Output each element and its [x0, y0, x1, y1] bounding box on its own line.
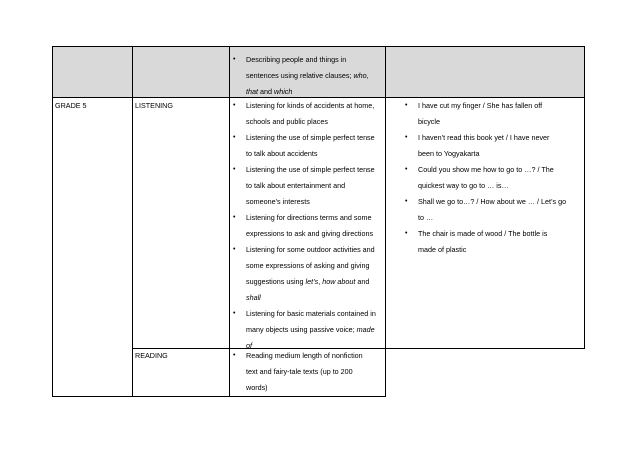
bullet-item — [232, 98, 382, 130]
column-divider — [132, 46, 133, 397]
bullet-line — [246, 274, 382, 290]
text-segment: Listening the use of simple perfect tense — [246, 165, 375, 174]
text-segment: to talk about entertainment and — [246, 181, 346, 190]
text-segment: Listening for basic materials contained in — [246, 309, 376, 318]
header-cell-examples — [385, 46, 585, 97]
text-segment: , — [318, 277, 323, 286]
bullet-icon: • — [233, 246, 236, 253]
bullet-line — [418, 130, 582, 146]
bullet-line — [246, 68, 382, 84]
skill-reading-label: READING — [135, 351, 168, 360]
bullet-line — [246, 322, 382, 338]
bullet-line — [418, 162, 582, 178]
bullet-item — [404, 130, 582, 162]
bullet-line — [246, 290, 382, 306]
header-skills-list — [232, 52, 382, 100]
bullet-line — [418, 146, 582, 162]
bullet-line — [418, 178, 582, 194]
bullet-line — [246, 242, 382, 258]
bullet-line — [246, 348, 382, 364]
text-segment: I have cut my finger / She has fallen off — [418, 101, 543, 110]
text-segment: Listening for kinds of accidents at home, — [246, 101, 375, 110]
text-segment: Reading medium length of nonfiction — [246, 351, 363, 360]
bullet-icon: • — [405, 166, 408, 173]
table-border-bottom-right — [385, 348, 585, 349]
bullet-item — [232, 242, 382, 306]
bullet-item — [232, 162, 382, 210]
bullet-line — [246, 178, 382, 194]
text-segment: text and fairy-tale texts (up to 200 — [246, 367, 353, 376]
italic-term: which — [274, 87, 293, 96]
bullet-line — [246, 364, 382, 380]
bullet-item — [232, 130, 382, 162]
bullet-icon: • — [405, 134, 408, 141]
table-border-right — [584, 46, 585, 349]
bullet-line — [418, 242, 582, 258]
text-segment: words) — [246, 383, 268, 392]
bullet-line — [246, 130, 382, 146]
text-segment: made of plastic — [418, 245, 467, 254]
bullet-line — [246, 114, 382, 130]
bullet-line — [246, 258, 382, 274]
grade-label: GRADE 5 — [55, 101, 87, 110]
bullet-icon: • — [233, 352, 236, 359]
bullet-item — [404, 98, 582, 130]
header-cell-skill — [132, 46, 229, 97]
bullet-icon: • — [233, 166, 236, 173]
bullet-line — [418, 98, 582, 114]
italic-term: that — [246, 87, 258, 96]
text-segment: expressions to ask and giving directions — [246, 229, 374, 238]
text-segment: Listening the use of simple perfect tense — [246, 133, 375, 142]
example-expressions-list — [404, 98, 582, 258]
text-segment: and — [355, 277, 370, 286]
bullet-item — [232, 348, 382, 396]
curriculum-table — [52, 46, 585, 396]
bullet-icon: • — [405, 102, 408, 109]
column-divider — [229, 46, 230, 397]
bullet-item — [232, 52, 382, 100]
bullet-line — [246, 146, 382, 162]
bullet-line — [246, 162, 382, 178]
italic-term: of — [246, 341, 252, 350]
bullet-item — [404, 226, 582, 258]
bullet-icon: • — [233, 102, 236, 109]
text-segment: Listening for some outdoor activities and — [246, 245, 375, 254]
text-segment: been to Yogyakarta — [418, 149, 480, 158]
bullet-icon: • — [233, 134, 236, 141]
text-segment: bicycle — [418, 117, 440, 126]
italic-term: let’s — [305, 277, 319, 286]
reading-indicators-list — [232, 348, 382, 396]
text-segment: many objects using passive voice; — [246, 325, 357, 334]
table-border-left — [52, 46, 53, 397]
italic-term: who, — [353, 71, 369, 80]
table-border-bottom — [52, 396, 385, 397]
text-segment: someone’s interests — [246, 197, 310, 206]
text-segment: some expressions of asking and giving — [246, 261, 370, 270]
text-segment: I haven’t read this book yet / I have never — [418, 133, 550, 142]
italic-term: made — [356, 325, 375, 334]
text-segment: sentences using relative clauses; — [246, 71, 354, 80]
text-segment: quickest way to go to … is… — [418, 181, 509, 190]
italic-term: shall — [246, 293, 261, 302]
bullet-item — [404, 162, 582, 194]
bullet-line — [246, 52, 382, 68]
listening-indicators-list — [232, 98, 382, 354]
bullet-icon: • — [233, 310, 236, 317]
bullet-item — [232, 306, 382, 354]
skill-listening-label: LISTENING — [135, 101, 173, 110]
bullet-line — [418, 226, 582, 242]
text-segment: Could you show me how to go to …? / The — [418, 165, 554, 174]
bullet-icon: • — [405, 198, 408, 205]
text-segment: and — [258, 87, 274, 96]
bullet-line — [246, 380, 382, 396]
bullet-line — [246, 210, 382, 226]
bullet-line — [246, 226, 382, 242]
bullet-icon: • — [233, 214, 236, 221]
bullet-line — [246, 194, 382, 210]
italic-term: how about — [322, 277, 356, 286]
bullet-line — [418, 114, 582, 130]
bullet-item — [404, 194, 582, 226]
text-segment: Shall we go to…? / How about we … / Let’s go — [418, 197, 567, 206]
text-segment: suggestions using — [246, 277, 306, 286]
bullet-line — [246, 98, 382, 114]
bullet-icon: • — [233, 56, 236, 63]
bullet-line — [246, 306, 382, 322]
text-segment: schools and public places — [246, 117, 328, 126]
text-segment: The chair is made of wood / The bottle is — [418, 229, 548, 238]
bullet-icon: • — [405, 230, 408, 237]
bullet-line — [418, 210, 582, 226]
bullet-item — [232, 210, 382, 242]
bullet-line — [418, 194, 582, 210]
text-segment: to talk about accidents — [246, 149, 318, 158]
text-segment: Describing people and things in — [246, 55, 347, 64]
text-segment: Listening for directions terms and some — [246, 213, 372, 222]
text-segment: to … — [418, 213, 434, 222]
header-cell-grade — [52, 46, 132, 97]
column-divider — [385, 46, 386, 397]
